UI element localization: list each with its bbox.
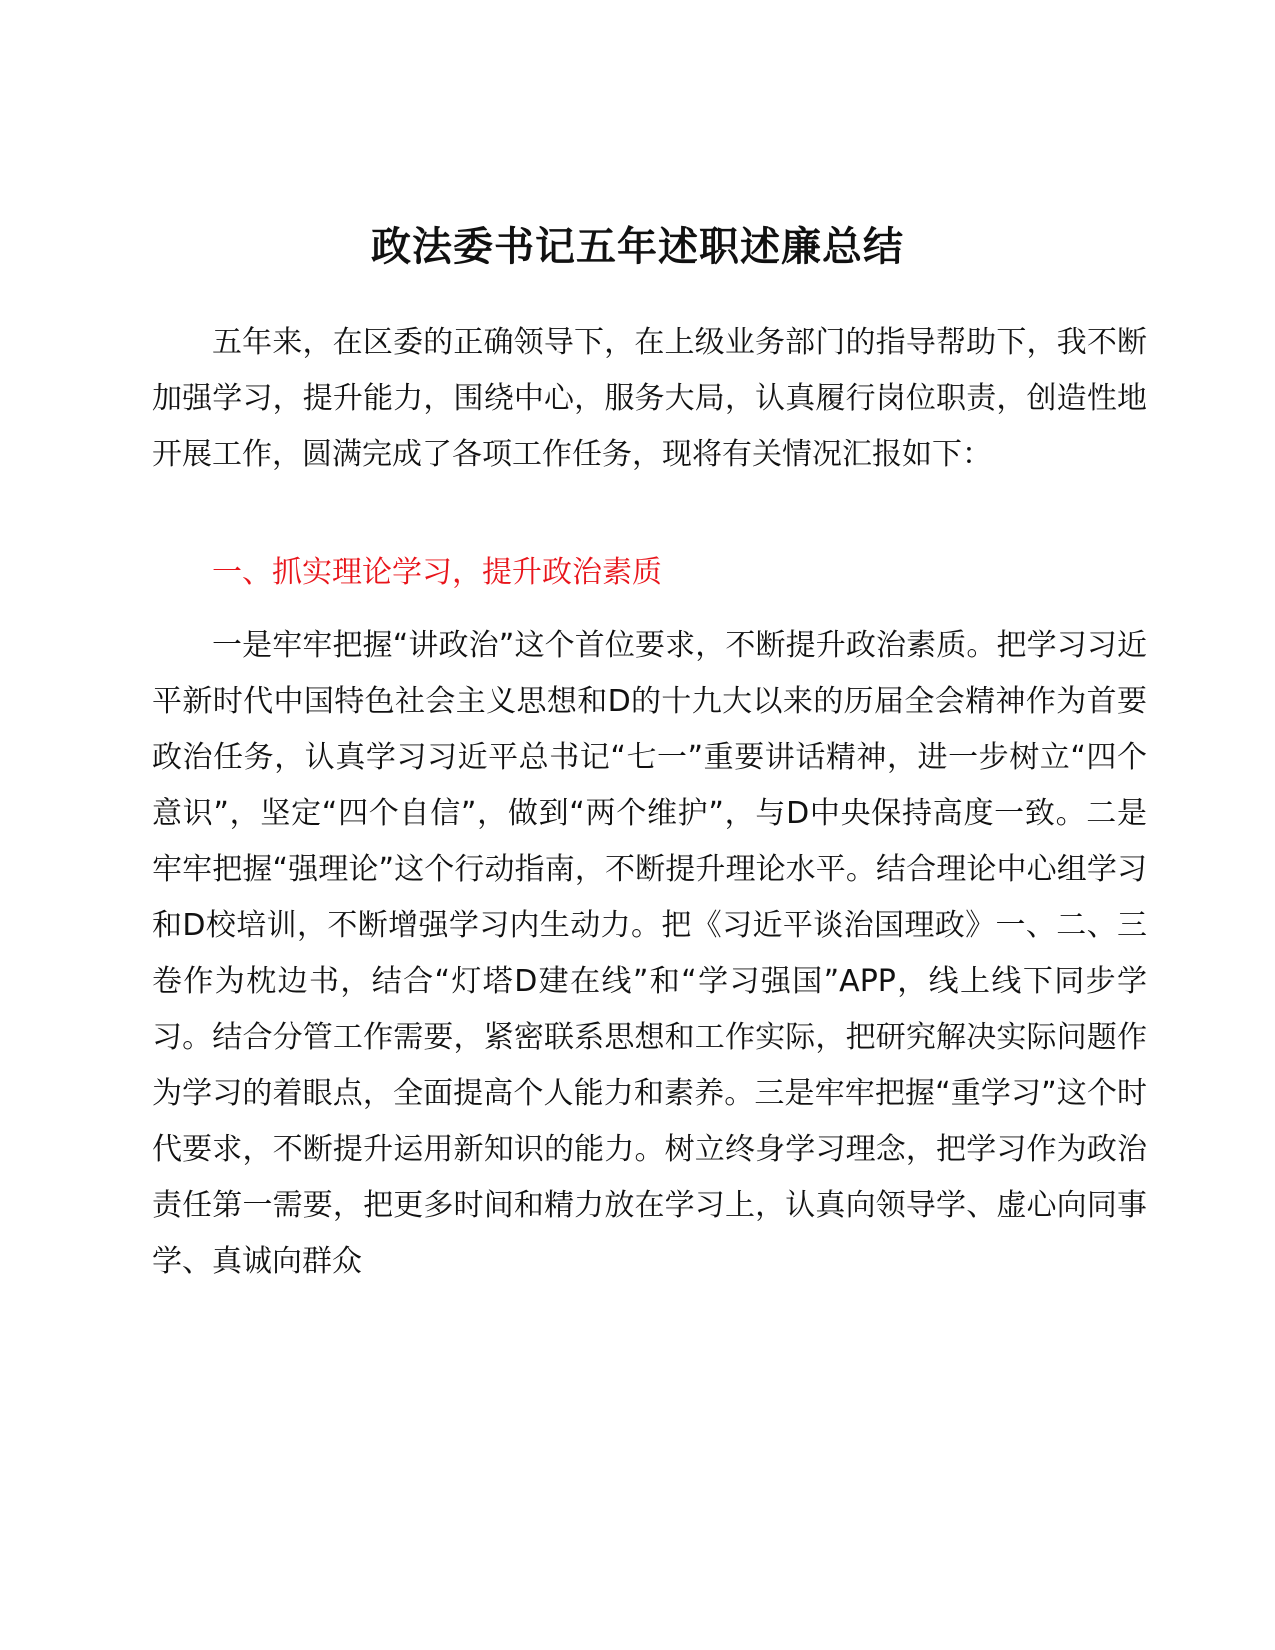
section-paragraph: 一是牢牢把握“讲政治”这个首位要求，不断提升政治素质。把学习习近平新时代中国特色社会主义思想和D的十九大以来的历届全会精神作为首要政治任务，认真学习习近平总书记“七一”重要讲话精神，进一步树立“四个意识”，坚定“四个自信”，做到“两个维护”，与D中央保持高度一致。二是牢牢把握“强理论”这个行动指南，不断提升理论水平。结合理论中心组学习和D校培训，不断增强学习内生动力。把《习近平谈治国理政》一、二、三卷作为枕边书，结合“灯塔D建在线”和“学习强国”APP，线上线下同步学习。结合分管工作需要，紧密联系思想和工作实际，把研究解决实际问题作为学习的着眼点，全面提高个人能力和素养。三是牢牢把握“重学习”这个时代要求，不断提升运用新知识的能力。树立终身学习理念，把学习作为政治责任第一需要，把更多时间和精力放在学习上，认真向领导学、虚心向同事学、真诚向群众 [152, 628, 1147, 1279]
document-title: 政法委书记五年述职述廉总结 [371, 224, 904, 270]
intro-paragraph: 五年来，在区委的正确领导下，在上级业务部门的指导帮助下，我不断加强学习，提升能力，围绕中心，服务大局，认真履行岗位职责，创造性地开展工作，圆满完成了各项工作任务，现将有关情况汇报如下： [152, 325, 1147, 472]
section-heading: 一、抓实理论学习，提升政治素质 [212, 555, 662, 590]
